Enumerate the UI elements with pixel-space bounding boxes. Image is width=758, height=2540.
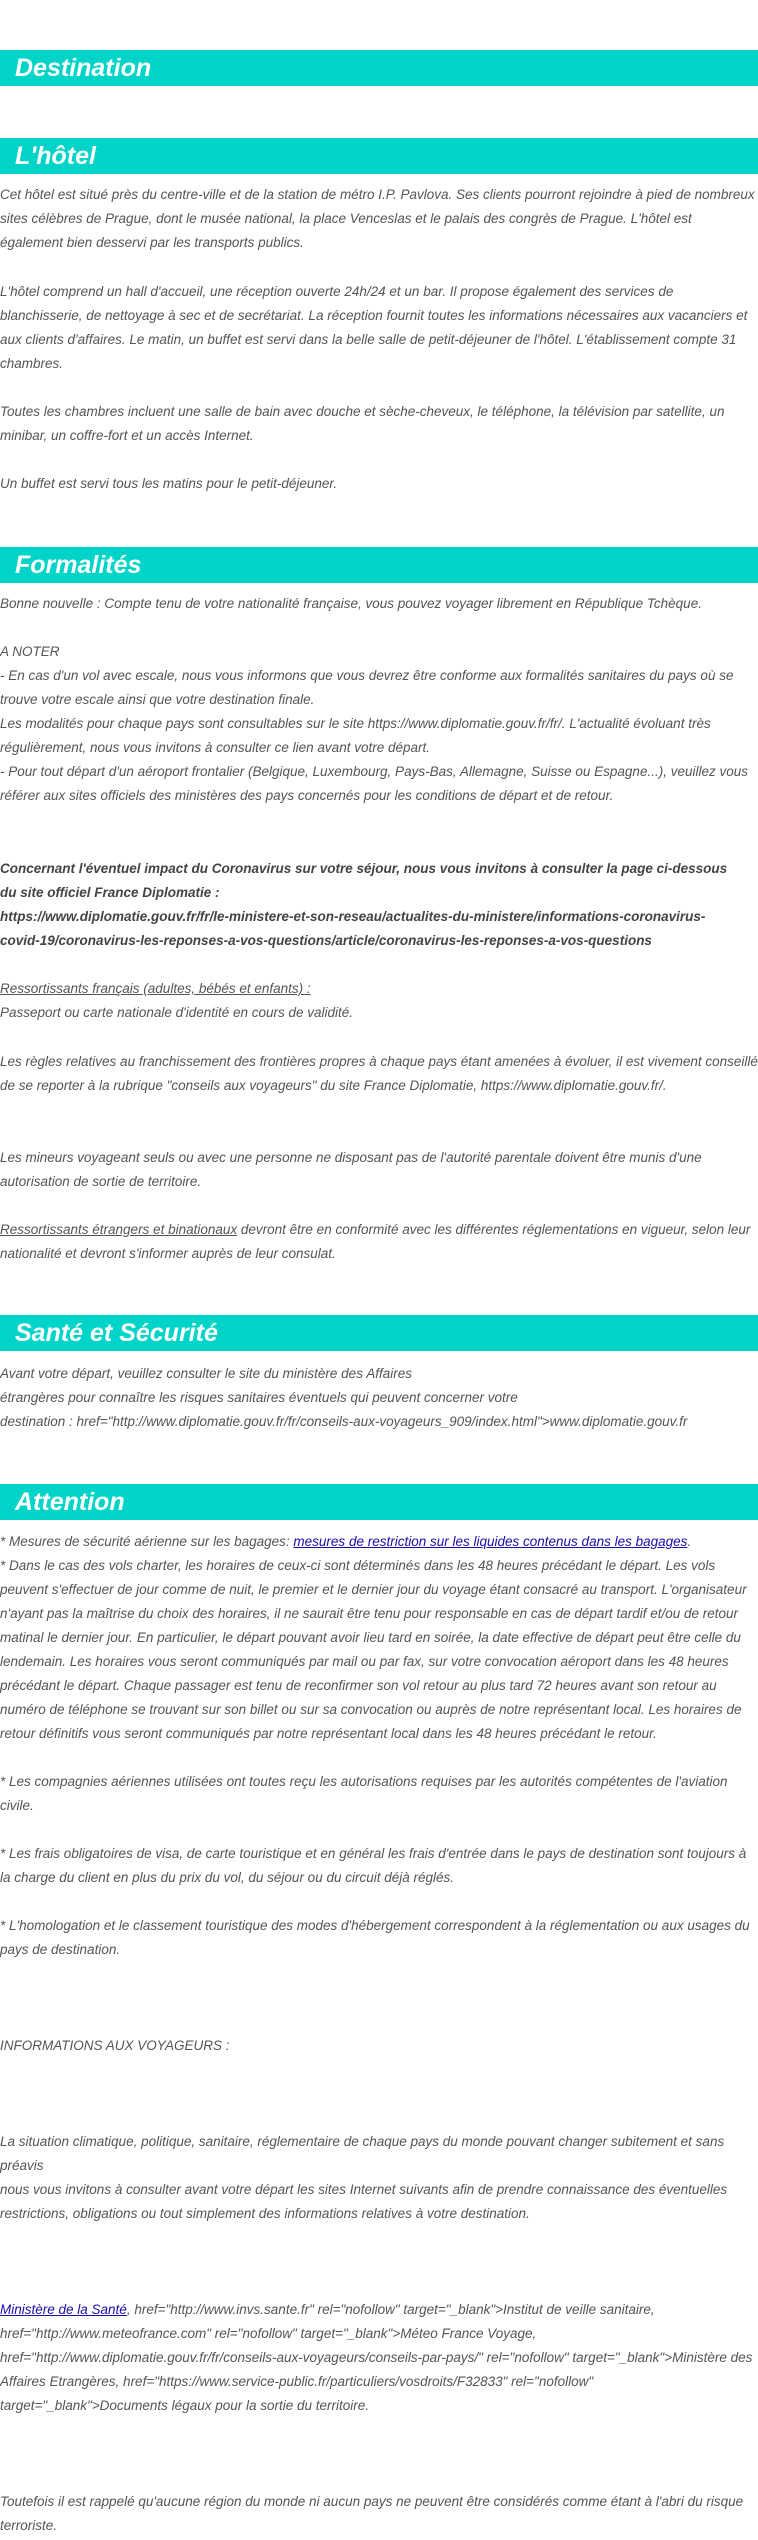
compagnies-paragraph: * Les compagnies aériennes utilisées ont toutes reçu les autorisations requises par les autorités compétentes de l'aviation civile.: [0, 1774, 728, 1813]
hotel-services-paragraph: L'hôtel comprend un hall d'accueil, une réception ouverte 24h/24 et un bar. Il propose également des services de blanchisserie, de nettoyage à sec et de secrétariat. La réception fournit toutes les informations nécessaires aux vacanciers et aux clients d'affaires. Le matin, un buffet est servi dans la belle salle de petit-déjeuner de l'hôtel. L'établissement compte 31 chambres.: [0, 284, 748, 371]
section-title-hotel: L'hôtel: [0, 138, 758, 174]
situation-climatique-block: [0, 2130, 758, 2226]
covid-url-line-1: https://www.diplomatie.gouv.fr/fr/le-ministere-et-son-reseau/actualites-du-ministere/informations-coronavirus-: [0, 909, 706, 924]
covid-line-1: Concernant l'éventuel impact du Coronavirus sur votre séjour, nous vous invitons à consulter la page ci-dessous: [0, 861, 728, 876]
risque-terroriste-paragraph: Toutefois il est rappelé qu'aucune région du monde ni aucun pays ne peuvent être considérés comme étant à l'abri du risque terroriste.: [0, 2494, 744, 2533]
hotel-rooms-paragraph: Toutes les chambres incluent une salle de bain avec douche et sèche-cheveux, le téléphone, la télévision par satellite, un minibar, un coffre-fort et un accès Internet.: [0, 404, 725, 443]
securite-bagages-paragraph: [0, 1530, 758, 1554]
sante-line-2: étrangères pour connaître les risques sanitaires éventuels qui peuvent concerner votre: [0, 1390, 518, 1405]
section-title-attention: Attention: [0, 1484, 758, 1520]
sante-line-3: destination : href="http://www.diplomatie.gouv.fr/fr/conseils-aux-voyageurs_909/index.html">www.diplomatie.gouv.fr: [0, 1414, 688, 1429]
liens-utiles-paragraph: [0, 2298, 758, 2418]
mineurs-paragraph: Les mineurs voyageant seuls ou avec une personne ne disposant pas de l'autorité parentale doivent être munis d'une autorisation de sortie de territoire.: [0, 1150, 702, 1189]
securite-bagages-suffix: .: [687, 1534, 692, 1549]
covid-line-2: du site officiel France Diplomatie :: [0, 885, 220, 900]
homologation-paragraph: * L'homologation et le classement touristique des modes d'hébergement correspondent à la réglementation ou aux usages du pays de destination.: [0, 1918, 750, 1957]
ressortissants-etrangers-title: Ressortissants étrangers et binationaux: [0, 1222, 238, 1237]
informations-voyageurs-title: INFORMATIONS AUX VOYAGEURS :: [0, 2038, 230, 2053]
note-escale: - En cas d'un vol avec escale, nous vous informons que vous devrez être conforme aux formalités sanitaires du pays où se trouve votre escale ainsi que votre destination finale.: [0, 668, 734, 707]
section-title-destination: Destination: [0, 50, 758, 86]
ressortissants-francais-title: Ressortissants français (adultes, bébés et enfants) :: [0, 981, 311, 996]
note-modalites: Les modalités pour chaque pays sont consultables sur le site https://www.diplomatie.gouv.fr/fr/. L'actualité évoluant très régulièrement, nous vous invitons à consulter ce lien avant votre départ.: [0, 716, 711, 755]
sante-line-1: Avant votre départ, veuillez consulter le site du ministère des Affaires: [0, 1366, 412, 1381]
securite-bagages-prefix: * Mesures de sécurité aérienne sur les bagages:: [0, 1534, 294, 1549]
section-title-sante: Santé et Sécurité: [0, 1315, 758, 1351]
vols-charter-paragraph: * Dans le cas des vols charter, les horaires de ceux-ci sont déterminés dans les 48 heures précédant le départ. Les vols peuvent s'effectuer de jour comme de nuit, le premier et le dernier jour du voyage étant consacré au transport. L'organisateur n'ayant pas la maîtrise du choix des horaires, il ne saurait être tenu pour responsable en cas de départ tardif et/ou de retour matinal le dernier jour. En particulier, le départ pouvant avoir lieu tard en soirée, la date effective de départ peut être celle du lendemain. Les horaires vous seront communiqués par mail ou par fax, sur votre convocation aéroport dans les 48 heures précédant le départ. Chaque passager est tenu de reconfirmer son vol retour au plus tard 72 heures avant son retour au numéro de téléphone se trouvant sur son billet ou sur sa convocation ou auprès de notre représentant local. Les horaires de retour définitifs vous seront communiqués par notre représentant local dans les 48 heures précédant le retour.: [0, 1558, 747, 1741]
covid-url-line-2: covid-19/coronavirus-les-reponses-a-vos-questions/article/coronavirus-les-reponses-a-vos-questions: [0, 933, 652, 948]
nationality-paragraph: Bonne nouvelle : Compte tenu de votre nationalité française, vous pouvez voyager librement en République Tchèque.: [0, 596, 702, 611]
note-title: A NOTER: [0, 644, 60, 659]
liquides-restriction-link[interactable]: mesures de restriction sur les liquides contenus dans les bagages: [293, 1534, 688, 1549]
hotel-breakfast-paragraph: Un buffet est servi tous les matins pour le petit-déjeuner.: [0, 476, 338, 491]
ressortissants-etrangers-paragraph: [0, 1218, 758, 1266]
situation-climatique-line: La situation climatique, politique, sanitaire, réglementaire de chaque pays du monde pouvant changer subitement et sans préavis: [0, 2134, 725, 2173]
ministere-sante-link[interactable]: Ministère de la Santé: [0, 2302, 127, 2317]
note-aeroport-frontalier: - Pour tout départ d'un aéroport frontalier (Belgique, Luxembourg, Pays-Bas, Allemagne, Suisse ou Espagne...), veuillez vous référer aux sites officiels des ministères des pays concernés pour les conditions de départ et de retour.: [0, 764, 748, 803]
section-title-formalites: Formalités: [0, 547, 758, 583]
ressortissants-etrangers-text: devront être en conformité avec les différentes réglementations en vigueur, selon leur nationalité et devront s'informer auprès de leur consulat.: [0, 1222, 751, 1261]
ressortissants-francais-block: [0, 977, 758, 1025]
ressortissants-francais-text: Passeport ou carte nationale d'identité en cours de validité.: [0, 1005, 354, 1020]
hotel-location-paragraph: Cet hôtel est situé près du centre-ville et de la station de métro I.P. Pavlova. Ses clients pourront rejoindre à pied de nombreux sites célèbres de Prague, dont le musée national, la place Venceslas et le palais des congrès de Prague. L'hôtel est également bien desservi par les transports publics.: [0, 187, 755, 250]
frais-paragraph: * Les frais obligatoires de visa, de carte touristique et en général les frais d'entrée dans le pays de destination sont toujours à la charge du client en plus du prix du vol, du séjour ou du circuit déjà réglés.: [0, 1846, 747, 1885]
regles-frontieres-paragraph: Les règles relatives au franchissement des frontières propres à chaque pays étant amenées à évoluer, il est vivement conseillé de se reporter à la rubrique "conseils aux voyageurs" du site France Diplomatie, https://www.diplomatie.gouv.fr/.: [0, 1054, 758, 1093]
liens-utiles-text: , href="http://www.invs.sante.fr" rel="nofollow" target="_blank">Institut de veille sanitaire, href="http://www.meteofrance.com" rel="nofollow" target="_blank">Méteo France Voyage, href="http://www.diplomatie.gouv.fr/fr/conseils-aux-voyageurs/conseils-par-pays/" rel="nofollow" target="_blank">Ministère des Affaires Etrangères, href="https://www.service-public.fr/particuliers/vosdroits/F32833" rel="nofollow" target="_blank">Documents légaux pour la sortie du territoire.: [0, 2302, 753, 2413]
sites-internet-line: nous vous invitons à consulter avant votre départ les sites Internet suivants afin de prendre connaissance des éventuelles restrictions, obligations ou tout simplement des informations relatives à votre destination.: [0, 2182, 728, 2221]
